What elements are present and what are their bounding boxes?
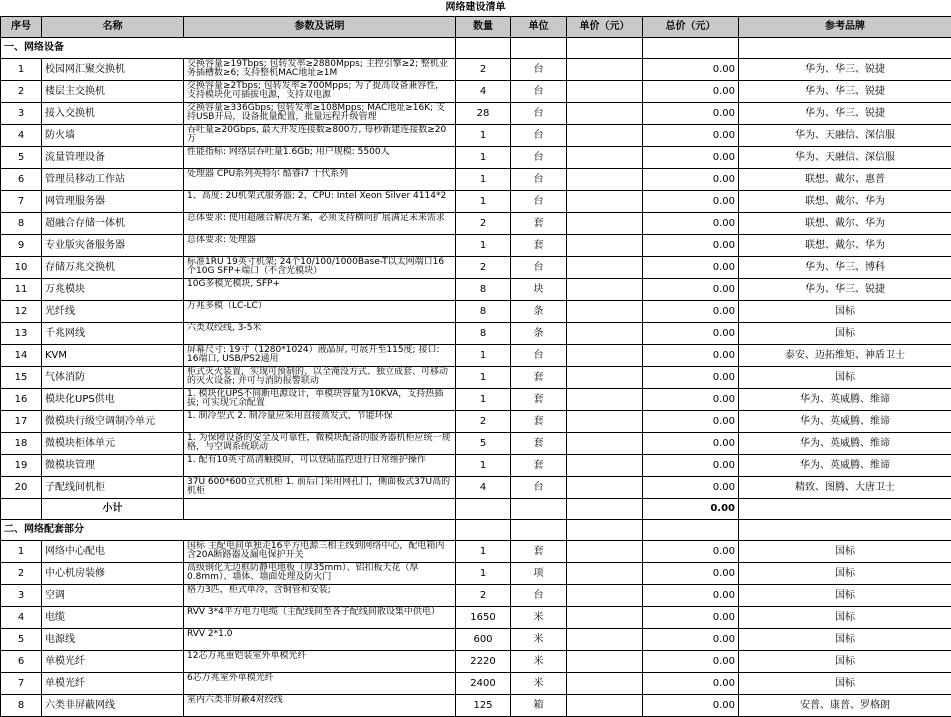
cell-price[interactable] xyxy=(567,103,643,125)
cell-desc[interactable]: 处理器 CPU系列英特尔 酷睿i7 十代系列 xyxy=(184,169,456,191)
cell-desc[interactable]: 标准1RU 19英寸机架; 24个10/100/1000Base-T以太网端口16个10G SFP+端口（不含光模块） xyxy=(184,257,456,279)
cell-desc[interactable]: 室内六类非屏蔽4对绞线 xyxy=(184,695,456,717)
cell-qty[interactable]: 2 xyxy=(456,411,511,433)
cell-no[interactable]: 3 xyxy=(1,585,42,607)
section1-row xyxy=(1,38,951,59)
cell-no[interactable]: 6 xyxy=(1,169,42,191)
cell-unit[interactable]: 块 xyxy=(511,279,567,301)
cell-brand[interactable]: 联想、戴尔、惠普 xyxy=(739,169,951,191)
cell-brand[interactable]: 泰安、迈拓维矩、神盾卫士 xyxy=(739,345,951,367)
cell-brand[interactable]: 华为、天融信、深信服 xyxy=(739,125,951,147)
cell-brand[interactable]: 联想、戴尔、华为 xyxy=(739,213,951,235)
cell-desc[interactable]: 吞吐量≥20Gbps, 最大并发连接数≥800万, 每秒新建连接数≥20万 xyxy=(184,125,456,147)
cell-qty[interactable]: 1 xyxy=(456,169,511,191)
cell-qty[interactable]: 125 xyxy=(456,695,511,717)
cell-no[interactable]: 5 xyxy=(1,147,42,169)
cell-desc[interactable]: 六类双绞线, 3-5米 xyxy=(184,323,456,345)
cell-price[interactable] xyxy=(567,59,643,81)
table-row xyxy=(1,389,951,411)
cell-no[interactable]: 19 xyxy=(1,455,42,477)
cell-name[interactable]: KVM xyxy=(42,345,184,367)
cell-total[interactable]: 0.00 xyxy=(643,629,739,651)
header-unit[interactable]: 单位 xyxy=(511,17,567,38)
cell-qty[interactable]: 1 xyxy=(456,389,511,411)
cell-total[interactable]: 0.00 xyxy=(643,607,739,629)
network-list-table xyxy=(0,16,951,717)
cell-unit[interactable]: 台 xyxy=(511,103,567,125)
table-row xyxy=(1,477,951,499)
header-qty[interactable]: 数量 xyxy=(456,17,511,38)
cell-brand[interactable]: 国标 xyxy=(739,367,951,389)
cell-unit[interactable]: 台 xyxy=(511,59,567,81)
cell-desc[interactable]: 1. 为保障设备的安全及可靠性，微模块配备的服务器机柜应统一规格，与空调系统联动 xyxy=(184,433,456,455)
cell-total[interactable]: 0.00 xyxy=(643,323,739,345)
cell-qty[interactable]: 5 xyxy=(456,433,511,455)
table-row xyxy=(1,257,951,279)
table-row xyxy=(1,191,951,213)
cell-brand[interactable]: 国标 xyxy=(739,323,951,345)
cell-no[interactable]: 2 xyxy=(1,81,42,103)
cell-total[interactable]: 0.00 xyxy=(643,411,739,433)
cell-total[interactable]: 0.00 xyxy=(643,695,739,717)
cell-qty[interactable]: 8 xyxy=(456,279,511,301)
cell-no[interactable]: 2 xyxy=(1,563,42,585)
cell-price[interactable] xyxy=(567,367,643,389)
cell-qty[interactable]: 2 xyxy=(456,585,511,607)
cell-unit[interactable]: 套 xyxy=(511,213,567,235)
cell-qty[interactable]: 1 xyxy=(456,147,511,169)
cell-desc[interactable]: 10G多模光模块, SFP+ xyxy=(184,279,456,301)
cell-price[interactable] xyxy=(567,673,643,695)
cell-name[interactable]: 管理员移动工作站 xyxy=(42,169,184,191)
cell-no[interactable]: 9 xyxy=(1,235,42,257)
cell-desc[interactable]: 柜式灭火装置，实现可预制的、以全淹没方式、独立成套、可移动的灭火设备; 并可与消防报警联动 xyxy=(184,367,456,389)
cell-name[interactable]: 气体消防 xyxy=(42,367,184,389)
table-row xyxy=(1,651,951,673)
cell-total[interactable]: 0.00 xyxy=(643,191,739,213)
cell-name[interactable]: 流量管理设备 xyxy=(42,147,184,169)
cell-total[interactable]: 0.00 xyxy=(643,585,739,607)
cell-brand[interactable]: 华为、英威腾、维谛 xyxy=(739,411,951,433)
cell-price[interactable] xyxy=(567,629,643,651)
cell-qty[interactable]: 2220 xyxy=(456,651,511,673)
cell-total[interactable]: 0.00 xyxy=(643,301,739,323)
cell-qty[interactable]: 8 xyxy=(456,323,511,345)
cell-brand[interactable]: 国标 xyxy=(739,563,951,585)
cell-price[interactable] xyxy=(567,169,643,191)
cell-desc[interactable]: 交换容量≥336Gbps; 包转发率≥108Mpps; MAC地址≥16K; 支持USB开局，设备批量配置，批量远程升级管理 xyxy=(184,103,456,125)
cell-no[interactable]: 12 xyxy=(1,301,42,323)
table-row xyxy=(1,455,951,477)
cell-unit[interactable]: 条 xyxy=(511,301,567,323)
cell-qty[interactable]: 4 xyxy=(456,81,511,103)
cell-no[interactable]: 7 xyxy=(1,673,42,695)
cell-name[interactable]: 网络中心配电 xyxy=(42,541,184,563)
table-row xyxy=(1,125,951,147)
cell-qty[interactable]: 1 xyxy=(456,191,511,213)
cell-price[interactable] xyxy=(567,279,643,301)
table-row xyxy=(1,103,951,125)
cell-desc[interactable]: 总体要求: 处理器 xyxy=(184,235,456,257)
cell-unit[interactable]: 套 xyxy=(511,235,567,257)
cell-desc[interactable]: 1. 模块化UPS不间断电源设计，单模块容量为10KVA，支持热插拔; 可实现冗余配置 xyxy=(184,389,456,411)
cell-unit[interactable]: 台 xyxy=(511,585,567,607)
cell-desc[interactable]: 格力3匹，柜式单冷，含铜管和安装; xyxy=(184,585,456,607)
subtotal-label[interactable]: 小计 xyxy=(42,499,184,520)
cell-unit[interactable]: 项 xyxy=(511,563,567,585)
cell-name[interactable]: 模块化UPS供电 xyxy=(42,389,184,411)
cell-unit[interactable]: 米 xyxy=(511,673,567,695)
cell-name[interactable]: 子配线间机柜 xyxy=(42,477,184,499)
table-row xyxy=(1,301,951,323)
cell-name[interactable]: 空调 xyxy=(42,585,184,607)
cell-no[interactable]: 1 xyxy=(1,59,42,81)
cell-qty[interactable]: 2400 xyxy=(456,673,511,695)
header-row xyxy=(1,17,951,38)
cell-brand[interactable]: 国标 xyxy=(739,607,951,629)
table-row xyxy=(1,345,951,367)
cell-total[interactable]: 0.00 xyxy=(643,455,739,477)
cell-name[interactable]: 楼层主交换机 xyxy=(42,81,184,103)
cell-unit[interactable]: 台 xyxy=(511,81,567,103)
cell-name[interactable]: 单模光纤 xyxy=(42,651,184,673)
cell-desc[interactable]: 1. 制冷型式 2. 制冷量应采用直接蒸发式，节能环保 xyxy=(184,411,456,433)
cell-empty[interactable] xyxy=(456,499,511,520)
table-row xyxy=(1,563,951,585)
cell-unit[interactable]: 台 xyxy=(511,147,567,169)
cell-price[interactable] xyxy=(567,585,643,607)
cell-unit[interactable]: 套 xyxy=(511,411,567,433)
cell-total[interactable]: 0.00 xyxy=(643,433,739,455)
header-desc[interactable]: 参数及说明 xyxy=(184,17,456,38)
cell-price[interactable] xyxy=(567,301,643,323)
cell-brand[interactable]: 华为、华三、锐捷 xyxy=(739,103,951,125)
cell-name[interactable]: 光纤线 xyxy=(42,301,184,323)
cell-total[interactable]: 0.00 xyxy=(643,279,739,301)
table-row xyxy=(1,59,951,81)
cell-no[interactable]: 5 xyxy=(1,629,42,651)
cell-desc[interactable]: 高级钢化无边框防静电地板（厚35mm）、铝扣板天花（厚0.8mm）、墙体、墙面处理及防火门 xyxy=(184,563,456,585)
section2-row xyxy=(1,520,951,541)
table-row xyxy=(1,235,951,257)
cell-total[interactable]: 0.00 xyxy=(643,125,739,147)
subtotal-row xyxy=(1,499,951,520)
sheet-title: 网络建设清单 xyxy=(0,0,951,16)
cell-price[interactable] xyxy=(567,651,643,673)
cell-qty[interactable]: 1650 xyxy=(456,607,511,629)
cell-qty[interactable]: 2 xyxy=(456,59,511,81)
cell-brand[interactable]: 华为、华三、博科 xyxy=(739,257,951,279)
cell-qty[interactable]: 1 xyxy=(456,367,511,389)
cell-empty[interactable] xyxy=(456,520,511,541)
table-row xyxy=(1,629,951,651)
cell-price[interactable] xyxy=(567,563,643,585)
cell-unit[interactable]: 套 xyxy=(511,367,567,389)
cell-total[interactable]: 0.00 xyxy=(643,213,739,235)
subtotal-value[interactable]: 0.00 xyxy=(643,499,739,520)
cell-unit[interactable]: 米 xyxy=(511,651,567,673)
cell-total[interactable]: 0.00 xyxy=(643,345,739,367)
cell-no[interactable]: 20 xyxy=(1,477,42,499)
cell-qty[interactable]: 1 xyxy=(456,455,511,477)
cell-empty[interactable] xyxy=(184,499,456,520)
cell-desc[interactable]: 37U 600*600立式机柜 1. 前后门采用网孔门，侧面板式37U高的机柜 xyxy=(184,477,456,499)
cell-total[interactable]: 0.00 xyxy=(643,235,739,257)
cell-brand[interactable]: 国标 xyxy=(739,629,951,651)
cell-price[interactable] xyxy=(567,147,643,169)
table-row xyxy=(1,673,951,695)
cell-name[interactable]: 微模块管理 xyxy=(42,455,184,477)
cell-unit[interactable]: 米 xyxy=(511,629,567,651)
cell-total[interactable]: 0.00 xyxy=(643,367,739,389)
cell-price[interactable] xyxy=(567,235,643,257)
cell-brand[interactable]: 国标 xyxy=(739,673,951,695)
cell-qty[interactable]: 1 xyxy=(456,125,511,147)
cell-total[interactable]: 0.00 xyxy=(643,389,739,411)
header-price[interactable]: 单价（元） xyxy=(567,17,643,38)
cell-empty[interactable] xyxy=(567,520,643,541)
cell-qty[interactable]: 1 xyxy=(456,563,511,585)
cell-no[interactable]: 11 xyxy=(1,279,42,301)
cell-brand[interactable]: 华为、英威腾、维谛 xyxy=(739,455,951,477)
table-row xyxy=(1,367,951,389)
cell-qty[interactable]: 1 xyxy=(456,345,511,367)
cell-unit[interactable]: 箱 xyxy=(511,695,567,717)
cell-brand[interactable]: 华为、英威腾、维谛 xyxy=(739,389,951,411)
cell-unit[interactable]: 台 xyxy=(511,477,567,499)
cell-brand[interactable]: 国标 xyxy=(739,651,951,673)
cell-qty[interactable]: 1 xyxy=(456,541,511,563)
cell-desc[interactable]: 性能指标: 网络层吞吐量1.6Gb; 用户规模: 5500人 xyxy=(184,147,456,169)
cell-desc[interactable]: 交换容量≥19Tbps; 包转发率≥2880Mpps; 主控引擎≥2; 整机业务插槽数≥6; 支持整机MAC地址≥1M xyxy=(184,59,456,81)
cell-unit[interactable]: 台 xyxy=(511,169,567,191)
table-row xyxy=(1,147,951,169)
cell-total[interactable]: 0.00 xyxy=(643,257,739,279)
cell-name[interactable]: 存储万兆交换机 xyxy=(42,257,184,279)
cell-brand[interactable]: 华为、华三、锐捷 xyxy=(739,59,951,81)
cell-qty[interactable]: 2 xyxy=(456,213,511,235)
cell-price[interactable] xyxy=(567,607,643,629)
cell-price[interactable] xyxy=(567,213,643,235)
cell-empty[interactable] xyxy=(1,499,42,520)
cell-no[interactable]: 6 xyxy=(1,651,42,673)
cell-empty[interactable] xyxy=(511,520,567,541)
cell-price[interactable] xyxy=(567,125,643,147)
table-row xyxy=(1,433,951,455)
cell-brand[interactable]: 联想、戴尔、华为 xyxy=(739,191,951,213)
cell-total[interactable]: 0.00 xyxy=(643,59,739,81)
section1-title[interactable]: 一、网络设备 xyxy=(1,38,456,59)
cell-brand[interactable]: 安普、康普、罗格朗 xyxy=(739,695,951,717)
cell-desc[interactable]: 国标 主配电间单独走16平方电源三相主线到网络中心，配电箱内含20A断路器及漏电保护开关 xyxy=(184,541,456,563)
cell-name[interactable]: 中心机房装修 xyxy=(42,563,184,585)
table-row xyxy=(1,81,951,103)
cell-name[interactable]: 单模光纤 xyxy=(42,673,184,695)
cell-qty[interactable]: 4 xyxy=(456,477,511,499)
cell-brand[interactable]: 华为、英威腾、维谛 xyxy=(739,433,951,455)
cell-name[interactable]: 接入交换机 xyxy=(42,103,184,125)
header-no[interactable]: 序号 xyxy=(1,17,42,38)
cell-price[interactable] xyxy=(567,433,643,455)
cell-unit[interactable]: 米 xyxy=(511,607,567,629)
cell-unit[interactable]: 套 xyxy=(511,455,567,477)
cell-brand[interactable]: 华为、华三、锐捷 xyxy=(739,279,951,301)
cell-unit[interactable]: 套 xyxy=(511,541,567,563)
cell-desc[interactable]: 万兆多模（LC-LC） xyxy=(184,301,456,323)
cell-total[interactable]: 0.00 xyxy=(643,169,739,191)
table-row xyxy=(1,541,951,563)
cell-unit[interactable]: 套 xyxy=(511,433,567,455)
table-row xyxy=(1,213,951,235)
cell-name[interactable]: 网管理服务器 xyxy=(42,191,184,213)
cell-name[interactable]: 防火墙 xyxy=(42,125,184,147)
cell-price[interactable] xyxy=(567,257,643,279)
cell-desc[interactable]: 1. 配有10英寸高清触摸屏，可以登陆监控进行日常维护操作 xyxy=(184,455,456,477)
cell-qty[interactable]: 2 xyxy=(456,257,511,279)
cell-desc[interactable]: 屏幕尺寸: 19寸（1280*1024）液晶屏, 可展开至115度; 接口: 16端口, USB/PS2通用 xyxy=(184,345,456,367)
cell-unit[interactable]: 台 xyxy=(511,125,567,147)
cell-total[interactable]: 0.00 xyxy=(643,563,739,585)
cell-desc[interactable]: 1、高度: 2U机架式服务器; 2、CPU: Intel Xeon Silver 4114*2 xyxy=(184,191,456,213)
cell-name[interactable]: 电源线 xyxy=(42,629,184,651)
cell-desc[interactable]: RVV 2*1.0 xyxy=(184,629,456,651)
table-row xyxy=(1,279,951,301)
table-row xyxy=(1,585,951,607)
cell-brand[interactable]: 国标 xyxy=(739,301,951,323)
cell-total[interactable]: 0.00 xyxy=(643,477,739,499)
cell-no[interactable]: 8 xyxy=(1,213,42,235)
cell-unit[interactable]: 套 xyxy=(511,389,567,411)
cell-name[interactable]: 六类非屏蔽网线 xyxy=(42,695,184,717)
cell-qty[interactable]: 1 xyxy=(456,235,511,257)
cell-name[interactable]: 千兆网线 xyxy=(42,323,184,345)
cell-price[interactable] xyxy=(567,191,643,213)
cell-no[interactable]: 16 xyxy=(1,389,42,411)
cell-name[interactable]: 专业版灾备服务器 xyxy=(42,235,184,257)
cell-price[interactable] xyxy=(567,455,643,477)
cell-brand[interactable]: 华为、华三、锐捷 xyxy=(739,81,951,103)
cell-empty[interactable] xyxy=(643,520,739,541)
cell-no[interactable]: 3 xyxy=(1,103,42,125)
cell-name[interactable]: 微模块柜体单元 xyxy=(42,433,184,455)
table-row xyxy=(1,695,951,717)
cell-empty[interactable] xyxy=(739,499,951,520)
cell-qty[interactable]: 600 xyxy=(456,629,511,651)
cell-no[interactable]: 4 xyxy=(1,607,42,629)
header-total[interactable]: 总价（元） xyxy=(643,17,739,38)
cell-qty[interactable]: 28 xyxy=(456,103,511,125)
cell-no[interactable]: 14 xyxy=(1,345,42,367)
cell-unit[interactable]: 台 xyxy=(511,345,567,367)
cell-no[interactable]: 17 xyxy=(1,411,42,433)
cell-no[interactable]: 7 xyxy=(1,191,42,213)
cell-no[interactable]: 15 xyxy=(1,367,42,389)
cell-no[interactable]: 18 xyxy=(1,433,42,455)
table-row xyxy=(1,411,951,433)
cell-total[interactable]: 0.00 xyxy=(643,147,739,169)
cell-unit[interactable]: 台 xyxy=(511,257,567,279)
header-brand[interactable]: 参考品牌 xyxy=(739,17,951,38)
cell-total[interactable]: 0.00 xyxy=(643,81,739,103)
cell-no[interactable]: 4 xyxy=(1,125,42,147)
cell-name[interactable]: 超融合存储一体机 xyxy=(42,213,184,235)
cell-qty[interactable]: 8 xyxy=(456,301,511,323)
cell-desc[interactable]: 交换容量≥2Tbps; 包转发率≥700Mpps; 为了提高设备兼容性，支持模块化可插拔电源，支持双电源 xyxy=(184,81,456,103)
cell-brand[interactable]: 联想、戴尔、华为 xyxy=(739,235,951,257)
cell-price[interactable] xyxy=(567,695,643,717)
cell-desc[interactable]: 总体要求: 使用超融合解决方案，必须支持横向扩展满足未来需求 xyxy=(184,213,456,235)
cell-brand[interactable]: 华为、天融信、深信服 xyxy=(739,147,951,169)
cell-desc[interactable]: RVV 3*4平方电力电缆（主配线间至各子配线间散设集中供电） xyxy=(184,607,456,629)
cell-name[interactable]: 电缆 xyxy=(42,607,184,629)
cell-brand[interactable]: 国标 xyxy=(739,585,951,607)
cell-total[interactable]: 0.00 xyxy=(643,651,739,673)
cell-no[interactable]: 1 xyxy=(1,541,42,563)
cell-total[interactable]: 0.00 xyxy=(643,541,739,563)
header-name[interactable]: 名称 xyxy=(42,17,184,38)
cell-price[interactable] xyxy=(567,345,643,367)
cell-empty[interactable] xyxy=(567,499,643,520)
cell-price[interactable] xyxy=(567,81,643,103)
table-row xyxy=(1,169,951,191)
cell-desc[interactable]: 12芯万兆重铠装室外单模光纤 xyxy=(184,651,456,673)
cell-no[interactable]: 8 xyxy=(1,695,42,717)
cell-unit[interactable]: 台 xyxy=(511,191,567,213)
cell-desc[interactable]: 6芯万兆室外单模光纤 xyxy=(184,673,456,695)
cell-price[interactable] xyxy=(567,323,643,345)
cell-no[interactable]: 13 xyxy=(1,323,42,345)
cell-name[interactable]: 微模块行级空调制冷单元 xyxy=(42,411,184,433)
cell-name[interactable]: 校园网汇聚交换机 xyxy=(42,59,184,81)
section2-title[interactable]: 二、网络配套部分 xyxy=(1,520,456,541)
table-row xyxy=(1,323,951,345)
cell-price[interactable] xyxy=(567,389,643,411)
cell-no[interactable]: 10 xyxy=(1,257,42,279)
cell-empty[interactable] xyxy=(739,520,951,541)
cell-total[interactable]: 0.00 xyxy=(643,103,739,125)
cell-total[interactable]: 0.00 xyxy=(643,673,739,695)
table-row xyxy=(1,607,951,629)
cell-brand[interactable]: 国标 xyxy=(739,541,951,563)
cell-brand[interactable]: 精致、图腾、大唐卫士 xyxy=(739,477,951,499)
cell-name[interactable]: 万兆模块 xyxy=(42,279,184,301)
cell-unit[interactable]: 条 xyxy=(511,323,567,345)
cell-price[interactable] xyxy=(567,411,643,433)
cell-price[interactable] xyxy=(567,541,643,563)
cell-empty[interactable] xyxy=(511,499,567,520)
cell-price[interactable] xyxy=(567,477,643,499)
